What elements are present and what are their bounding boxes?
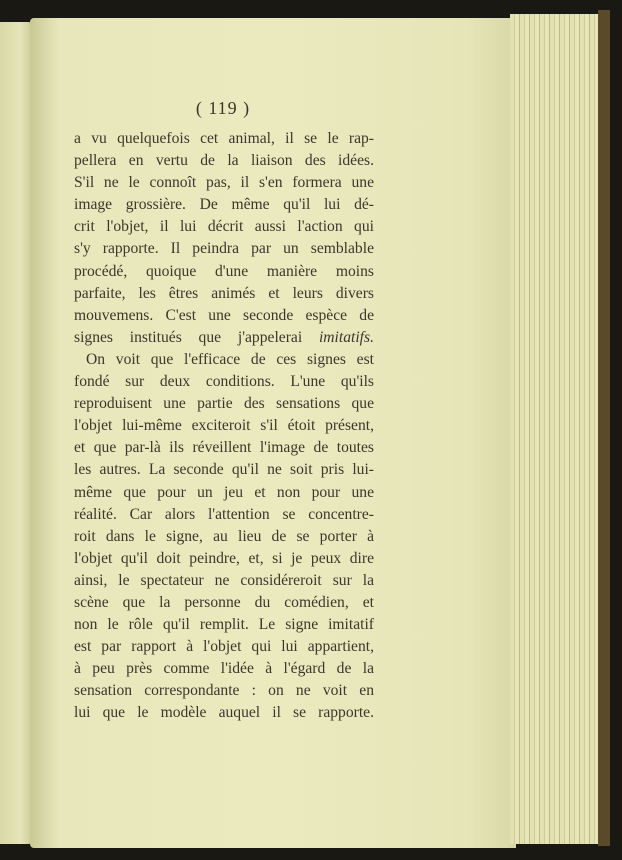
text-line: S'il ne le connoît pas, il s'en formera une [74, 174, 374, 192]
italic-term: imitatifs. [318, 328, 374, 346]
text-line: reproduisent une partie des sensations que [74, 395, 374, 413]
text-line: l'objet qu'il doit peindre, et, si je peux dire [74, 549, 374, 567]
text-line: a vu quelquefois cet animal, il se le rap- [74, 130, 374, 147]
text-line: fondé sur deux conditions. L'une qu'ils [74, 373, 374, 391]
text-line: l'objet lui-même exciteroit s'il étoit présent, [74, 417, 374, 435]
text-line: On voit que l'efficace de ces signes est [86, 350, 374, 368]
page-number: ( 119 ) [195, 98, 251, 118]
text-line: procédé, quoique d'une manière moins [74, 262, 374, 280]
text-line: image grossière. De même qu'il lui dé- [74, 196, 374, 214]
text-line: et que par-là ils réveillent l'image de toutes [74, 439, 374, 457]
text-line: parfaite, les êtres animés et leurs divers [74, 284, 374, 302]
text-line: lui que le modèle auquel il se rapporte. [74, 704, 374, 722]
text-line: s'y rapporte. Il peindra par un semblable [74, 240, 374, 258]
text-line: crit l'objet, il lui décrit aussi l'action qui [74, 218, 374, 236]
book-cover-edge [598, 10, 610, 846]
body-text [74, 128, 374, 725]
text-line: sensation correspondante : on ne voit en [74, 682, 374, 700]
facing-page-edge [0, 22, 34, 844]
text-line: non le rôle qu'il remplit. Le signe imitatif [74, 616, 374, 634]
text-line: mouvemens. C'est une seconde espèce de [74, 306, 374, 324]
text-line [74, 327, 374, 349]
text-line: même que pour un jeu et non pour une [74, 483, 374, 501]
text-line: ainsi, le spectateur ne considéreroit sur la [74, 571, 374, 589]
page-edges [510, 14, 602, 844]
text-line: pellera en vertu de la liaison des idées. [74, 152, 374, 170]
text-line: est par rapport à l'objet qui lui appartient, [74, 638, 374, 656]
text-line: réalité. Car alors l'attention se concentre- [74, 505, 374, 523]
text-line: les autres. La seconde qu'il ne soit pris lui- [74, 461, 374, 479]
text-line: roit dans le signe, au lieu de se porter à [74, 527, 374, 545]
text-segment: signes institués que j'appelerai [74, 328, 303, 346]
text-line: scène que la personne du comédien, et [74, 593, 374, 611]
text-line: à peu près comme l'idée à l'égard de la [74, 660, 374, 678]
